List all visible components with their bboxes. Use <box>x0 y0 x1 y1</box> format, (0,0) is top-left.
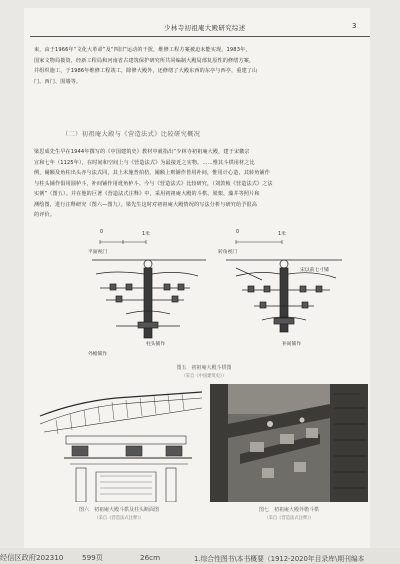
scale-unit-left: 1米 <box>142 232 150 237</box>
paragraph-line: 测绘图，进行注释研究（图六—图九）。梁先生这时对初祖庵大殿情况的写法分析与研究给予很高 <box>34 201 257 208</box>
paragraph-line: 例，阑额及角柱出头亦与法式同，其上未施普拍枋，阑额上则铺作皆用补间，惟用计心造，其转角铺作 <box>34 170 270 176</box>
paragraph-line: 梁思成先生早在1944年撰写的《中国建筑史》教材中就指出“少林寺初祖庵大殿，建于宋徽宗 <box>34 149 250 155</box>
scale-zero-left: 0 <box>100 230 104 235</box>
label-right-top: 转角视门 <box>218 250 238 255</box>
paragraph-line: 门、西门、围墙等。 <box>34 78 82 85</box>
running-header-title: 少林寺初祖庵大殿研究综述 <box>164 24 246 32</box>
footer-pages: 599页 <box>82 553 103 562</box>
label-left-bottom: 柱头铺作 <box>146 342 166 347</box>
paragraph-line: 实例”（图五）。并在他的巨著《营造法式注释》中，采用初祖庵大殿的斗栱、梁架、藻井等照片和 <box>34 191 260 197</box>
figure-6-section-drawing <box>36 384 202 502</box>
paragraph-1 <box>34 45 364 87</box>
scale-unit-right: 1米 <box>278 232 286 237</box>
figure-7-caption: 图七 初祖庵大殿外檐斗栱 <box>258 507 319 513</box>
page-number: 3 <box>352 22 357 30</box>
figure-5-caption: 图五 初祖庵大殿斗栱图 <box>176 365 232 371</box>
document-page <box>24 8 370 552</box>
figure-6-caption: 图六 初祖庵大殿斗栱及柱头断面图 <box>78 507 159 513</box>
paragraph-line: 与柱头铺作俱用圆栌斗，补间铺作用讹角栌斗。今与《营造法式》比较研究，（刘敦桢《营造法式》之法 <box>34 180 273 187</box>
paragraph-line: 的评价。 <box>34 212 55 218</box>
label-left-top: 平面视门 <box>88 250 108 255</box>
label-right-bottom: 补间铺作 <box>282 342 302 347</box>
figure-7-source: （采自《营造法式注释》） <box>264 516 314 521</box>
paragraph-line: 并组织施工，于1986年维修工程竣工，除修大殿外，还修缮了大殿东西的东亭与西亭，重建了山 <box>34 68 258 74</box>
footer-size: 26cm <box>140 553 161 562</box>
figure-5-source: （采自《中国建筑史》） <box>181 374 227 379</box>
figure-6-source: （采自《营造法式注释》） <box>94 516 144 521</box>
figure-7-photo <box>210 384 368 502</box>
paragraph-line: 束，由于1966年“文化大革命”及“四旧”运动的干扰，维修工程方案被迫未能实现。1983年， <box>34 47 251 53</box>
metadata-footer-bar <box>0 548 400 564</box>
figure-5-bracket-drawing <box>86 230 348 360</box>
paragraph-line: 宣和七年（1125年），在时间和空间上与《营造法式》为最接近之实物。……惟其斗栱用材之比 <box>34 159 255 166</box>
paragraph-line: 国家文物局拨资，经新工程局和河南省古建筑保护研究所共同编制大殿局部复原性的修缮方案， <box>34 57 255 64</box>
label-right-mid: 宋以前七寸铺 <box>300 268 329 273</box>
section-heading: （二）初祖庵大殿与《营造法式》比较研究概况 <box>62 131 201 138</box>
footer-category: 1.综合性图书\本书概要（1912-2020年目录库\期刊编本 <box>194 555 365 563</box>
footer-publisher: 经信区政府202310 <box>0 553 64 562</box>
label-bottom-left: 外檐铺作 <box>88 352 108 357</box>
header-rule <box>30 36 370 37</box>
scale-zero-right: 0 <box>236 230 240 235</box>
paragraph-2 <box>34 147 364 221</box>
